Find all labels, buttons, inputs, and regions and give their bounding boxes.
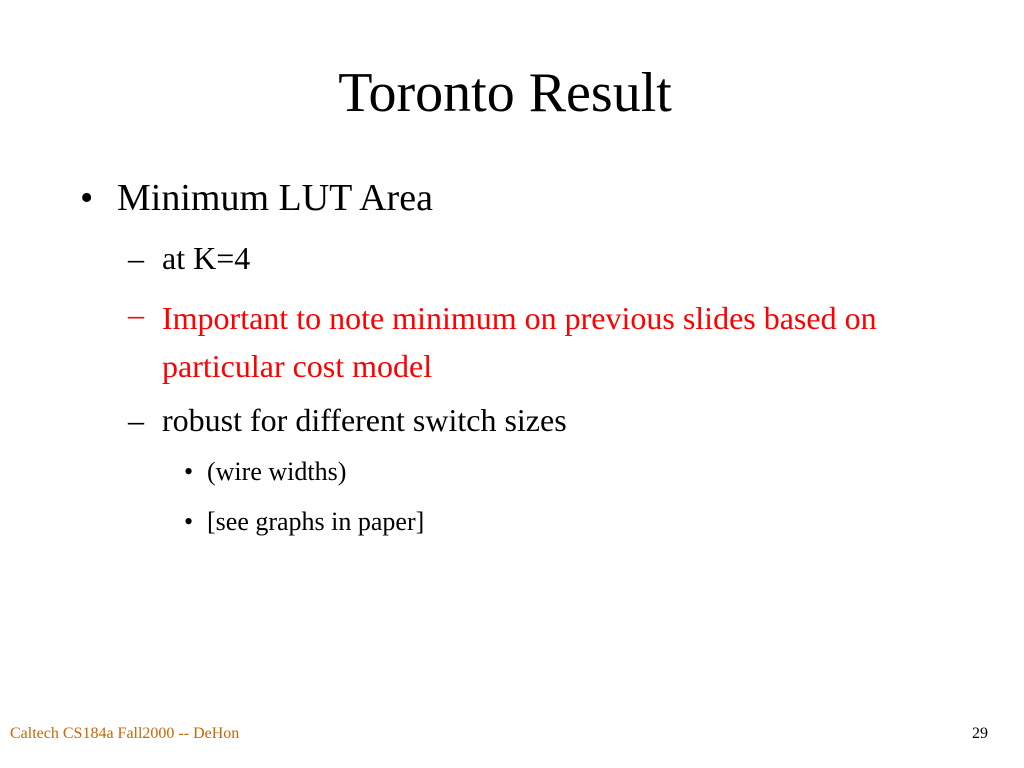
bullet-text: Important to note minimum on previous slides based on particular cost model: [162, 300, 877, 384]
bullet-level2-important-note: [128, 294, 978, 384]
bullet-level2-robust-switch-sizes: [128, 400, 978, 440]
bullet-level3-see-graphs: [184, 506, 964, 538]
bullet-level2-at-k4: [128, 238, 978, 278]
bullet-marker: •: [184, 457, 194, 486]
bullet-marker: •: [184, 507, 194, 536]
dash-marker: –: [128, 296, 144, 332]
bullet-text: (wire widths): [207, 457, 347, 486]
dash-marker: –: [128, 402, 144, 438]
bullet-level1-minimum-lut-area: [80, 176, 980, 220]
footer-page-number: 29: [972, 725, 988, 742]
bullet-text: Minimum LUT Area: [117, 177, 433, 219]
bullet-level3-wire-widths: [184, 456, 964, 488]
bullet-text: robust for different switch sizes: [162, 402, 567, 438]
bullet-text: [see graphs in paper]: [207, 507, 425, 536]
bullet-text: at K=4: [162, 240, 251, 276]
slide-title: Toronto Result: [338, 62, 672, 124]
bullet-marker: •: [80, 177, 94, 219]
dash-marker: –: [128, 240, 144, 276]
footer-course-label: Caltech CS184a Fall2000 -- DeHon: [10, 725, 240, 742]
